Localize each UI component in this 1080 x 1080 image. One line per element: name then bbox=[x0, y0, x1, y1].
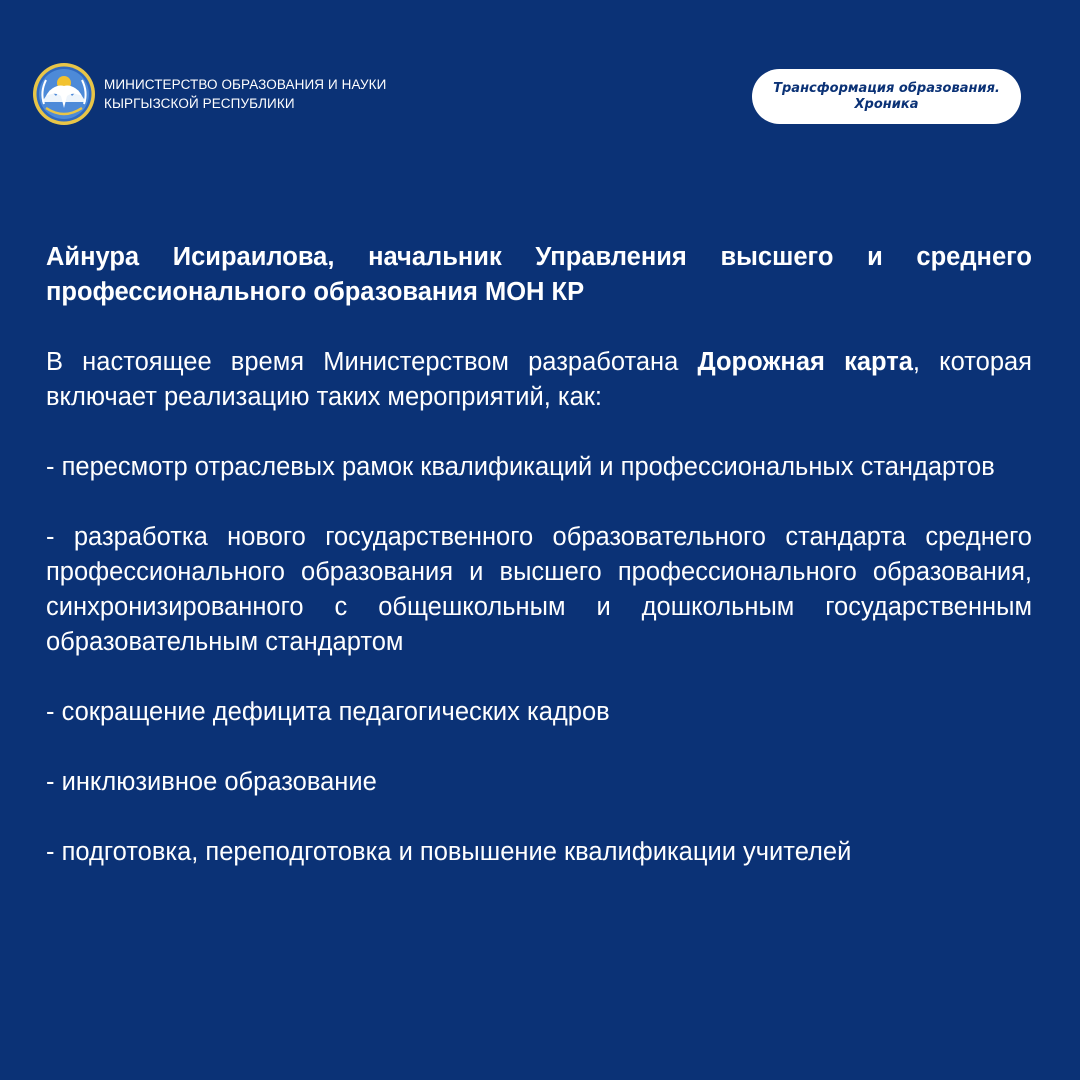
article-body bbox=[46, 240, 1032, 870]
series-badge-line1: Трансформация образования. bbox=[773, 81, 1000, 96]
list-item-teacher-training: - подготовка, переподготовка и повышение квалификации учителей bbox=[46, 838, 852, 866]
series-badge-line2: Хроника bbox=[854, 97, 919, 112]
ministry-name-line2: КЫРГЫЗСКОЙ РЕСПУБЛИКИ bbox=[104, 96, 295, 111]
series-badge bbox=[752, 69, 1021, 124]
list-item-standard: - разработка нового государственного образовательного стандарта среднего профессионального образования и высшего профессионального образования, синхронизированного с общешкольным и дошкольным государственным образовательным стандартом bbox=[46, 523, 1032, 656]
kyrgyz-state-emblem-icon bbox=[32, 62, 96, 126]
intro-text: В настоящее время Министерством разработана bbox=[46, 348, 698, 376]
speaker-title: Айнура Исираилова, начальник Управления высшего и среднего профессионального образования МОН КР bbox=[46, 243, 1032, 306]
ministry-name bbox=[104, 75, 386, 113]
intro-paragraph bbox=[46, 345, 1032, 415]
intro-text-end: , которая включает реализацию таких мероприятий, как: bbox=[46, 348, 1032, 411]
ministry-name-line1: МИНИСТЕРСТВО ОБРАЗОВАНИЯ И НАУКИ bbox=[104, 77, 387, 92]
list-item-qualifications: - пересмотр отраслевых рамок квалификаций и профессиональных стандартов bbox=[46, 453, 995, 481]
roadmap-highlight: Дорожная карта bbox=[697, 348, 913, 376]
ministry-header bbox=[32, 62, 386, 126]
list-item-inclusive-education: - инклюзивное образование bbox=[46, 768, 377, 796]
list-item-teacher-shortage: - сокращение дефицита педагогических кадров bbox=[46, 698, 610, 726]
